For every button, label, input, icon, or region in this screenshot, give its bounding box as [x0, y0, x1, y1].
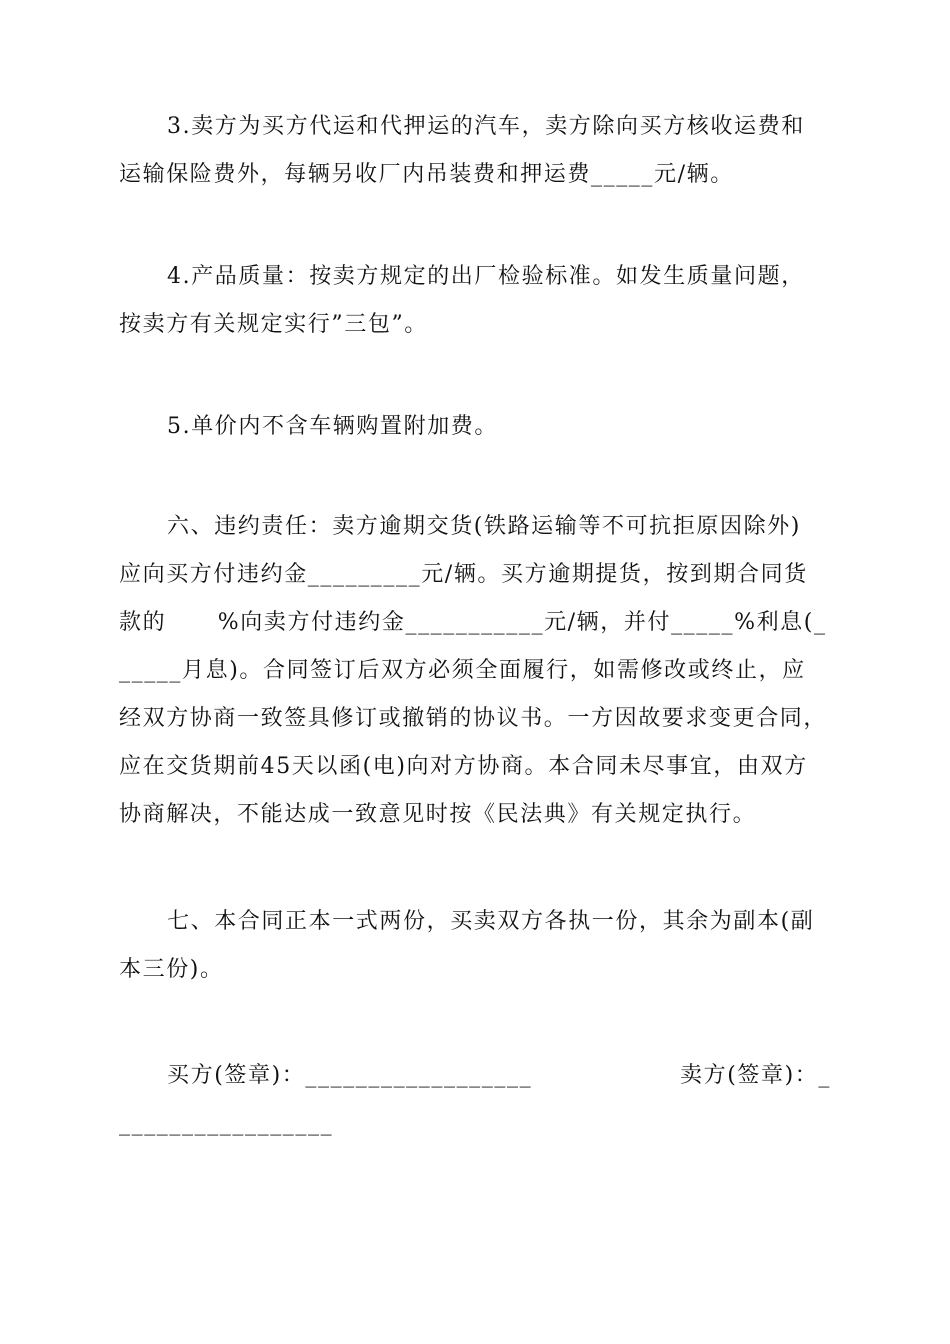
clause-5 [119, 403, 831, 451]
clause-4 [119, 253, 831, 349]
clause-4-line-2: 按卖方有关规定实行”三包”。 [119, 312, 428, 337]
clause-3-line-1: 3.卖方为买方代运和代押运的汽车，卖方除向买方核收运费和 [167, 114, 805, 139]
section-7-line-1: 七、本合同正本一式两份，买卖双方各执一份，其余为副本(副 [167, 909, 815, 934]
section-6-line-3: 款的 %向卖方付违约金___________元/辆，并付_____%利息(_ [119, 610, 827, 635]
buyer-signature: 买方(签章)：__________________ [167, 1063, 533, 1088]
section-6-line-2: 应向买方付违约金_________元/辆。买方逾期提货，按到期合同货 [119, 562, 808, 587]
clause-4-line-1: 4.产品质量：按卖方规定的出厂检验标准。如发生质量问题， [167, 264, 805, 289]
seller-signature-continued: _________________ [119, 1111, 334, 1136]
section-6-line-5: 经双方协商一致签具修订或撤销的协议书。一方因故要求变更合同， [119, 706, 828, 731]
section-6-breach-liability [119, 503, 831, 839]
section-6-line-4: _____月息)。合同签订后双方必须全面履行，如需修改或终止，应 [119, 658, 806, 683]
clause-3 [119, 103, 831, 199]
clause-3-line-2: 运输保险费外，每辆另收厂内吊装费和押运费_____元/辆。 [119, 162, 734, 187]
section-6-line-7: 协商解决，不能达成一致意见时按《民法典》有关规定执行。 [119, 802, 757, 827]
seller-signature: 卖方(签章)：_ [680, 1063, 831, 1088]
signature-row [119, 1052, 831, 1100]
section-7-copies [119, 898, 831, 994]
section-6-line-1: 六、违约责任：卖方逾期交货(铁路运输等不可抗拒原因除外) [167, 514, 801, 539]
clause-5-line-1: 5.单价内不含车辆购置附加费。 [167, 414, 498, 439]
section-6-line-6: 应在交货期前45天以函(电)向对方协商。本合同未尽事宜，由双方 [119, 754, 808, 779]
section-7-line-2: 本三份)。 [119, 957, 224, 982]
